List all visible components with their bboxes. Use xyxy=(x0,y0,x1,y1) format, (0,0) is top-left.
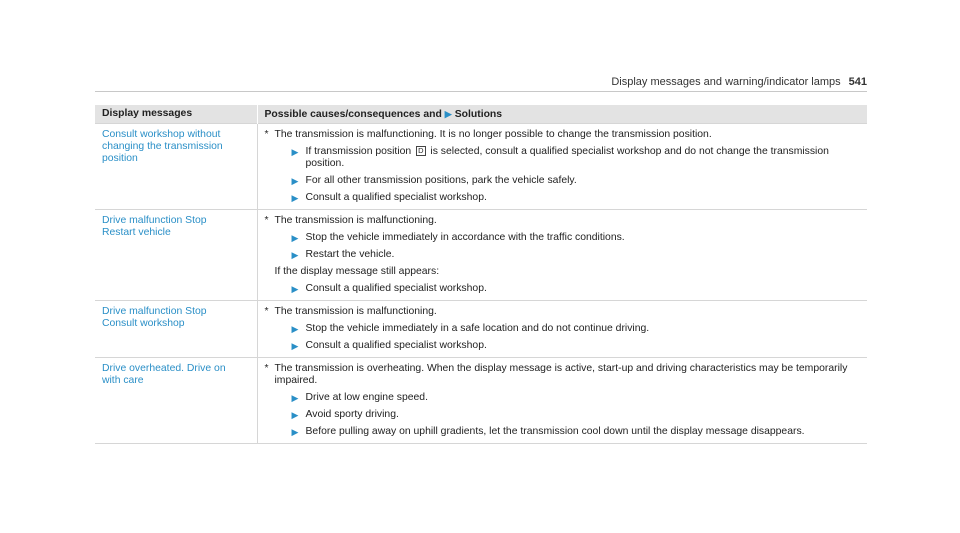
cause-text: The transmission is malfunctioning. xyxy=(274,215,437,226)
solution-text: Restart the vehicle. xyxy=(305,249,395,260)
causes-solutions-cell xyxy=(257,301,867,358)
display-message-cell xyxy=(95,210,257,301)
solution-step xyxy=(292,323,861,335)
triangle-right-icon: ▶ xyxy=(291,233,299,243)
solution-text: Consult a qualified specialist workshop. xyxy=(305,192,487,203)
display-message-cell xyxy=(95,124,257,210)
solution-step xyxy=(292,426,861,438)
causes-solutions-cell xyxy=(257,358,867,444)
column-header-solutions: Solutions xyxy=(454,108,503,120)
solution-step xyxy=(292,232,861,244)
display-message-line: Consult workshop without xyxy=(102,129,221,140)
cause-marker: * xyxy=(264,129,269,140)
solution-text-part: is selected, consult a qualified specialist workshop and do not change the transmission position. xyxy=(305,146,829,169)
display-message-line: Restart vehicle xyxy=(102,227,171,238)
cause-marker: * xyxy=(264,306,269,317)
triangle-right-icon: ▶ xyxy=(291,176,299,186)
solution-text: Stop the vehicle immediately in accordance with the traffic conditions. xyxy=(305,232,625,243)
cause-item xyxy=(265,215,861,227)
solution-text: Before pulling away on uphill gradients, let the transmission cool down until the display message disappears. xyxy=(305,426,805,437)
cause-marker: * xyxy=(264,215,269,226)
column-header-causes-solutions xyxy=(257,105,867,124)
table-header-row xyxy=(95,105,867,124)
display-message-cell xyxy=(95,358,257,444)
table-row xyxy=(95,358,867,444)
display-message-line: Consult workshop xyxy=(102,318,185,329)
cause-text: The transmission is overheating. When the display message is active, start-up and driving characteristics may be temporarily impaired. xyxy=(274,363,848,386)
solution-step xyxy=(292,175,861,187)
solution-text: Avoid sporty driving. xyxy=(305,409,399,420)
cause-item xyxy=(265,363,861,387)
triangle-right-icon: ▶ xyxy=(291,341,299,351)
solution-step xyxy=(292,192,861,204)
triangle-right-icon: ▶ xyxy=(291,324,299,334)
cause-item xyxy=(265,306,861,318)
page-header-title: Display messages and warning/indicator lamps xyxy=(611,76,841,88)
triangle-right-icon: ▶ xyxy=(291,147,299,157)
triangle-right-icon: ▶ xyxy=(291,427,299,437)
display-message-line: Drive malfunction Stop xyxy=(102,215,207,226)
solution-step xyxy=(292,249,861,261)
display-message-cell xyxy=(95,301,257,358)
cause-text: The transmission is malfunctioning. xyxy=(274,306,437,317)
column-header-display-messages: Display messages xyxy=(95,105,257,124)
solution-step xyxy=(292,283,861,295)
display-message-line: position xyxy=(102,153,138,164)
solution-text xyxy=(306,146,861,170)
solution-text: Consult a qualified specialist workshop. xyxy=(305,283,487,294)
page-number: 541 xyxy=(848,76,867,88)
solution-text: Drive at low engine speed. xyxy=(305,392,428,403)
display-message-line: with care xyxy=(102,375,144,386)
transmission-position-d-icon: D xyxy=(418,146,424,155)
display-message-line: Drive malfunction Stop xyxy=(102,306,207,317)
triangle-right-icon: ▶ xyxy=(291,250,299,260)
solution-text: Consult a qualified specialist workshop. xyxy=(305,340,487,351)
cause-marker: * xyxy=(264,363,269,374)
header-divider xyxy=(95,91,867,92)
table-row xyxy=(95,301,867,358)
display-messages-table xyxy=(95,105,867,444)
triangle-right-icon: ▶ xyxy=(291,193,299,203)
table-row xyxy=(95,124,867,210)
solution-text: Stop the vehicle immediately in a safe location and do not continue driving. xyxy=(305,323,650,334)
table-row xyxy=(95,210,867,301)
causes-solutions-cell xyxy=(257,124,867,210)
column-header-causes: Possible causes/consequences and xyxy=(264,108,442,120)
solution-text-part: If transmission position xyxy=(305,146,412,157)
triangle-right-icon: ▶ xyxy=(444,108,452,119)
solution-step xyxy=(292,340,861,352)
solution-step xyxy=(292,146,861,170)
solution-step xyxy=(292,409,861,421)
triangle-right-icon: ▶ xyxy=(291,284,299,294)
cause-text: The transmission is malfunctioning. It is no longer possible to change the transmission position. xyxy=(274,129,712,140)
triangle-right-icon: ▶ xyxy=(291,410,299,420)
display-message-line: changing the transmission xyxy=(102,141,223,152)
solution-step xyxy=(292,392,861,404)
triangle-right-icon: ▶ xyxy=(291,393,299,403)
causes-solutions-cell xyxy=(257,210,867,301)
condition-text: If the display message still appears: xyxy=(274,266,440,277)
solution-text: For all other transmission positions, park the vehicle safely. xyxy=(305,175,577,186)
display-message-line: Drive overheated. Drive on xyxy=(102,363,226,374)
cause-item xyxy=(265,129,861,141)
page-header xyxy=(95,76,867,88)
